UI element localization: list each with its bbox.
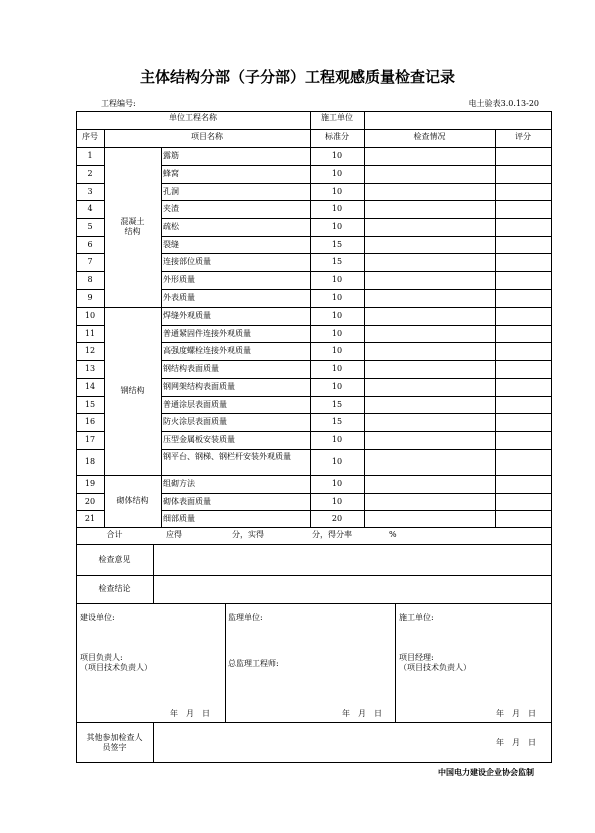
row-item: 高强度螺栓连接外观质量 — [163, 346, 251, 355]
row-score: 15 — [331, 257, 343, 266]
row-item: 钢结构表面质量 — [163, 364, 219, 373]
unit-project-label: 单位工程名称 — [169, 113, 217, 122]
page-title: 主体结构分部（子分部）工程观感质量检查记录 — [139, 68, 455, 86]
row-score: 10 — [331, 435, 343, 444]
total-actual-label: 分，实得 — [232, 530, 264, 539]
table-line — [76, 129, 551, 130]
table-line — [76, 360, 104, 361]
row-item: 压型金属板安装质量 — [163, 435, 235, 444]
row-no: 16 — [84, 417, 96, 426]
row-score: 10 — [331, 497, 343, 506]
table-line — [161, 218, 551, 219]
row-no: 14 — [84, 382, 96, 391]
row-score: 10 — [331, 382, 343, 391]
row-score: 10 — [331, 457, 343, 466]
row-item: 孔洞 — [163, 187, 179, 196]
table-line — [161, 449, 551, 450]
table-line — [161, 413, 551, 414]
table-line — [76, 307, 551, 308]
project-manager-sub: （项目技术负责人） — [399, 663, 471, 672]
row-no: 7 — [87, 257, 93, 266]
row-no: 3 — [87, 187, 93, 196]
group-label: 钢结构 — [120, 386, 145, 395]
table-line — [76, 183, 104, 184]
row-item: 焊缝外观质量 — [163, 311, 211, 320]
total-due-label: 应得 — [166, 530, 182, 539]
col-header-no: 序号 — [82, 132, 98, 141]
date-supervision: 年 月 日 — [342, 709, 382, 718]
table-line — [104, 129, 105, 527]
table-line — [76, 575, 551, 576]
table-line — [76, 236, 104, 237]
col-header-check: 检查情况 — [413, 132, 446, 141]
table-line — [76, 271, 104, 272]
row-no: 15 — [84, 400, 96, 409]
table-line — [76, 253, 104, 254]
row-score: 10 — [331, 364, 343, 373]
row-no: 6 — [87, 240, 93, 249]
table-line — [161, 200, 551, 201]
table-line — [76, 475, 551, 476]
table-line — [76, 218, 104, 219]
row-score: 10 — [331, 329, 343, 338]
col-header-score: 标准分 — [325, 132, 349, 141]
table-border-top — [76, 111, 551, 112]
table-line — [76, 722, 551, 723]
row-no: 9 — [87, 293, 93, 302]
date-construction: 年 月 日 — [496, 709, 536, 718]
total-label: 合计 — [106, 530, 123, 539]
col-header-rating: 评分 — [515, 132, 531, 141]
others-sign-label: 其他参加检查人 员签字 — [86, 733, 143, 752]
row-no: 21 — [84, 514, 96, 523]
table-line — [161, 378, 551, 379]
row-score: 15 — [331, 417, 343, 426]
table-line — [76, 449, 104, 450]
row-item: 普通涂层表面质量 — [163, 400, 227, 409]
row-no: 5 — [87, 222, 93, 231]
row-score: 15 — [331, 400, 343, 409]
table-line — [76, 165, 104, 166]
row-no: 2 — [87, 169, 93, 178]
row-item: 外形质量 — [163, 275, 195, 284]
table-line — [364, 129, 365, 527]
supervision-unit-label: 监理单位: — [228, 613, 263, 622]
table-line — [161, 431, 551, 432]
table-line — [76, 510, 104, 511]
table-line — [76, 544, 551, 545]
opinion-label: 检查意见 — [98, 555, 131, 564]
row-item: 裂缝 — [163, 240, 179, 249]
row-score: 10 — [331, 169, 343, 178]
row-score: 10 — [331, 293, 343, 302]
total-rate-label: 分，得分率 — [312, 530, 352, 539]
row-item: 组砌方法 — [163, 479, 195, 488]
table-line — [161, 165, 551, 166]
row-item: 普通紧固件连接外观质量 — [163, 329, 251, 338]
table-border-right — [551, 111, 552, 763]
row-item: 疏松 — [163, 222, 179, 231]
table-line — [76, 325, 104, 326]
construction-unit-label: 施工单位 — [321, 113, 353, 122]
row-no: 19 — [84, 479, 96, 488]
table-line — [225, 603, 226, 722]
table-line — [161, 289, 551, 290]
row-score: 10 — [331, 187, 343, 196]
others-date: 年 月 日 — [496, 738, 536, 747]
table-line — [161, 236, 551, 237]
project-no-label: 工程编号: — [101, 99, 136, 108]
date-build-unit: 年 月 日 — [170, 709, 210, 718]
table-line — [161, 493, 551, 494]
table-line — [76, 342, 104, 343]
table-line — [76, 200, 104, 201]
group-label: 混凝土 结构 — [120, 217, 145, 236]
row-item: 蜂窝 — [163, 169, 179, 178]
project-manager-label: 项目经理: — [399, 653, 434, 662]
row-score: 10 — [331, 204, 343, 213]
row-item: 外表质量 — [163, 293, 195, 302]
table-line — [76, 396, 104, 397]
row-score: 15 — [331, 240, 343, 249]
table-line — [161, 396, 551, 397]
chief-engineer-label: 总监理工程师: — [228, 659, 279, 668]
row-item: 防火涂层表面质量 — [163, 417, 227, 426]
table-line — [76, 289, 104, 290]
table-line — [161, 360, 551, 361]
table-line — [495, 129, 496, 527]
table-line — [76, 413, 104, 414]
row-item: 钢网架结构表面质量 — [163, 382, 235, 391]
table-line — [364, 111, 365, 129]
row-score: 20 — [331, 514, 343, 523]
build-unit-label: 建设单位: — [80, 613, 115, 622]
row-item: 细部质量 — [163, 514, 195, 523]
table-line — [76, 378, 104, 379]
row-score: 10 — [331, 311, 343, 320]
row-score: 10 — [331, 479, 343, 488]
table-line — [76, 493, 104, 494]
row-item: 钢平台、钢梯、钢栏杆安装外观质量 — [163, 452, 291, 461]
table-line — [153, 722, 154, 762]
project-leader-sub: （项目技术负责人） — [80, 663, 152, 672]
group-label: 砌体结构 — [116, 496, 149, 505]
row-no: 4 — [87, 204, 93, 213]
footer-supervisor: 中国电力建设企业协会监制 — [438, 768, 534, 777]
total-pct-label: % — [389, 530, 397, 539]
form-code: 电土验表3.0.13-20 — [468, 99, 539, 108]
row-no: 12 — [84, 346, 96, 355]
construction-unit-sign-label: 施工单位: — [399, 613, 434, 622]
table-line — [76, 431, 104, 432]
row-no: 17 — [84, 435, 96, 444]
row-item: 露筋 — [163, 151, 179, 160]
row-no: 8 — [87, 275, 93, 284]
conclusion-label: 检查结论 — [98, 584, 131, 593]
row-item: 砌体表面质量 — [163, 497, 211, 506]
project-leader-label: 项目负责人: — [80, 653, 123, 662]
row-item: 夹渣 — [163, 204, 179, 213]
row-no: 11 — [84, 329, 96, 338]
table-line — [161, 253, 551, 254]
table-line — [161, 183, 551, 184]
row-item: 连接部位质量 — [163, 257, 211, 266]
table-border-bottom — [76, 762, 551, 763]
table-line — [76, 527, 551, 528]
row-no: 18 — [84, 457, 96, 466]
table-line — [161, 342, 551, 343]
row-score: 10 — [331, 346, 343, 355]
table-line — [395, 603, 396, 722]
row-score: 10 — [331, 275, 343, 284]
row-score: 10 — [331, 222, 343, 231]
row-score: 10 — [331, 151, 343, 160]
table-line — [161, 147, 162, 527]
table-line — [161, 325, 551, 326]
table-line — [153, 544, 154, 603]
table-line — [76, 603, 551, 604]
row-no: 13 — [84, 364, 96, 373]
table-line — [76, 147, 551, 148]
col-header-item: 项目名称 — [191, 132, 223, 141]
row-no: 10 — [84, 311, 96, 320]
row-no: 20 — [84, 497, 96, 506]
row-no: 1 — [87, 151, 93, 160]
table-line — [161, 271, 551, 272]
table-line — [161, 510, 551, 511]
